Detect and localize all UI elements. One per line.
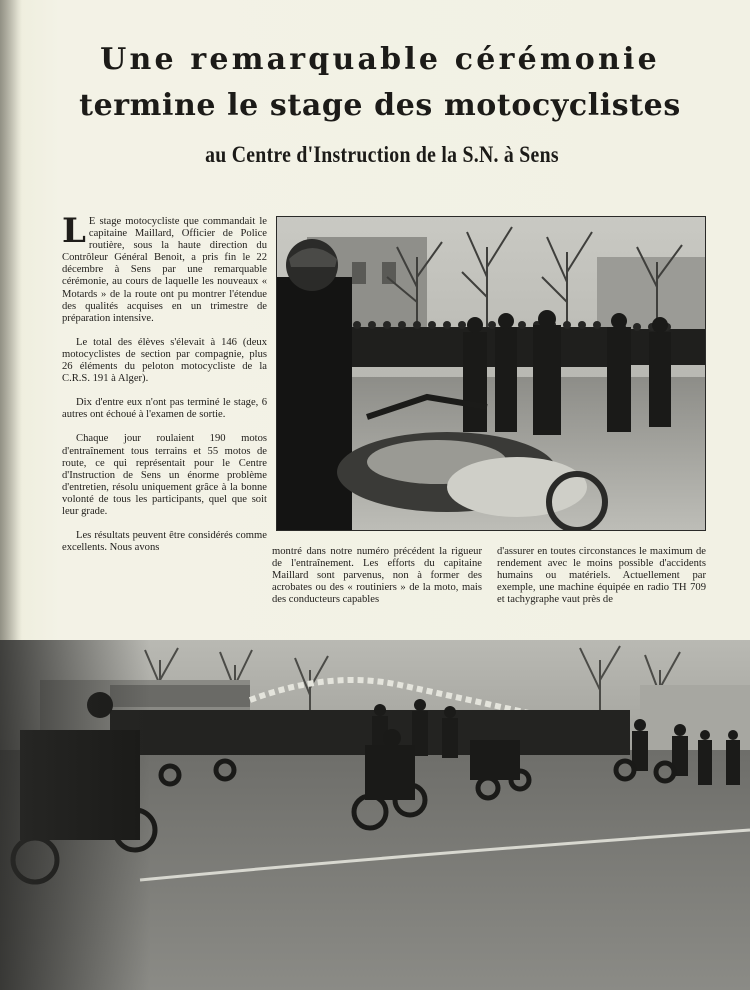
paragraph-intro [62,211,267,325]
paragraph-middle: montré dans notre numéro précédent la rigueur de l'entraînement. Les efforts du capitaine Maillard sont parvenus, non à former des acrobates ou des « routiniers » de la moto, mais des conducteurs capables [272,546,482,606]
article-column-left [62,211,267,566]
paragraph-daily-motos: Chaque jour roulaient 190 motos d'entraînement tous terrains et 55 motos de route, ce qui représentait pour le Centre d'Instruction de Sens un énorme problème d'entretien, résolu uniquement grâce à la bonne volonté de tous les participants, quel que soit leur grade. [62,433,267,517]
drop-cap: L [62,211,86,251]
headline-line-2: termine le stage des motocyclistes [79,88,681,123]
subheadline: au Centre d'Instruction de la S.N. à Sens [205,142,559,167]
paragraph-results: Les résultats peuvent être considérés comme excellents. Nous avons [62,530,267,554]
ceremony-photo [276,216,706,531]
article-column-middle [272,546,482,606]
headline-line-1: Une remarquable cérémonie [100,42,660,77]
parade-photo [0,640,750,990]
parade-photo-drawing [0,640,750,990]
paragraph-intro-text: E stage motocycliste que commandait le capitaine Maillard, Officier de Police routière, sous la haute direction du Contrôleur Général Benoit, a pris fin le 22 décembre à Sens par une remarquable cérémonie, au cours de laquelle les nouveaux « Motards » de la route ont pu montrer l'étendue des qualités acquises en un trimestre de préparation intensive. [62,216,267,324]
paragraph-right: d'assurer en toutes circonstances le maximum de rendement avec le moins possible d'accidents humains ou matériels. Actuellement par exemple, une machine équipée en radio TH 709 et tachygraphe vaut près de [497,546,706,606]
paragraph-students-total: Le total des élèves s'élevait à 146 (deux motocyclistes de section par compagnie, plus 26 éléments du peloton motocycliste de la C.R.S. 191 à Alger). [62,336,267,385]
ceremony-photo-drawing [277,217,705,530]
paragraph-dropouts: Dix d'entre eux n'ont pas terminé le stage, 6 autres ont échoué à l'examen de sortie. [62,397,267,421]
article-column-right [497,546,706,606]
